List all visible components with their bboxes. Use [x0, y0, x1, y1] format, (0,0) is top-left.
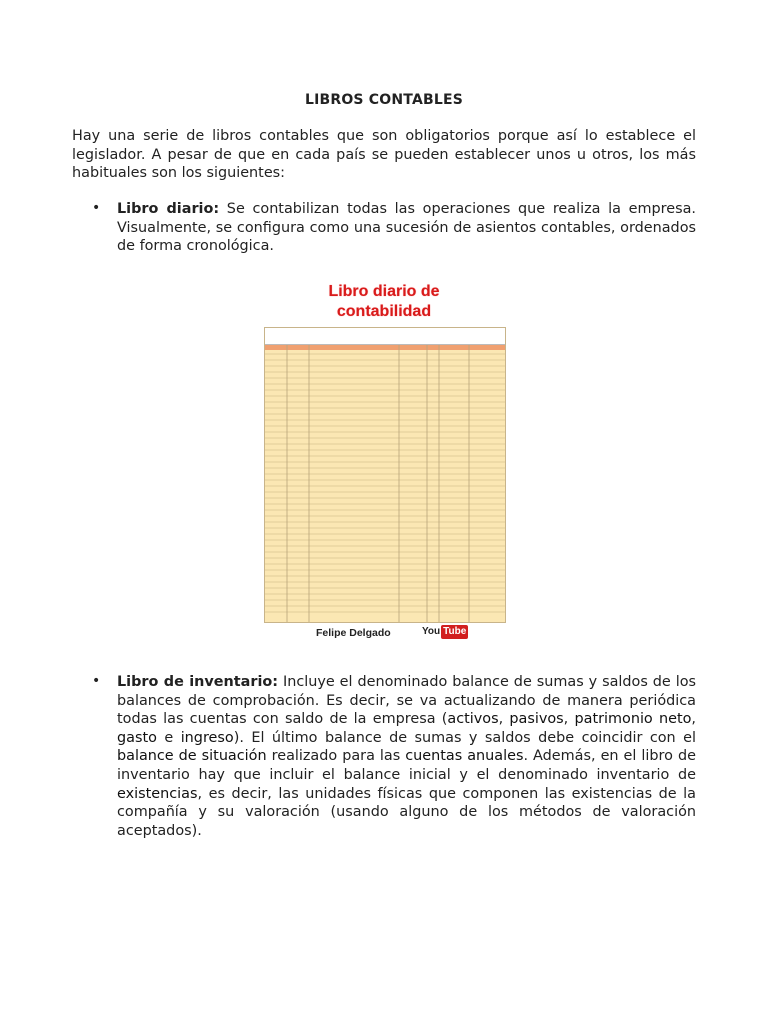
- youtube-logo-you: You: [422, 626, 441, 637]
- figure-title-line1: Libro diario de: [328, 283, 440, 300]
- youtube-logo-tube: Tube: [443, 626, 467, 637]
- page-title: LIBROS CONTABLES: [304, 92, 464, 108]
- figure-author: Felipe Delgado: [316, 627, 391, 639]
- link-balance-de-situacion[interactable]: balance de situación: [117, 748, 267, 765]
- list-item-libro-diario: [117, 200, 696, 256]
- link-patrimonio-neto[interactable]: patrimonio neto: [574, 711, 692, 728]
- description-libro-diario: Se contabilizan todas las operaciones que realiza la empresa. Visualmente, se configura como una sucesión de asientos contables, ordenados de forma cronológica.: [117, 201, 697, 255]
- libro-diario-image: [262, 280, 506, 644]
- list-item-libro-inventario: Libro de inventario: Incluye el denominado balance de sumas y saldos de los balances de comprobación. Es decir, se va actualizando de manera periódica todas las cuentas con saldo de la empresa (activos, pasivos, patrimonio neto, gasto e ingreso). El último balance de sumas y saldos debe coincidir con el balance de situación realizado para las cuentas anuales. Además, en el libro de inventario hay que incluir el balance inicial y el denominado inventario de existencias, es decir, las unidades físicas que componen las existencias de la compañía y su valoración (usando alguno de los métodos de valoración aceptados).: [117, 674, 696, 839]
- intro-paragraph: Hay una serie de libros contables que son obligatorios porque así lo establece el legislador. A pesar de que en cada país se pueden establecer unos u otros, los más habituales son los siguientes:: [72, 128, 696, 182]
- bullet-marker: •: [92, 673, 101, 689]
- figure-title-line2: contabilidad: [336, 303, 432, 320]
- link-gasto[interactable]: gasto: [117, 729, 157, 746]
- term-libro-diario: Libro diario:: [117, 201, 220, 217]
- ledger-grid: [265, 328, 505, 622]
- link-existencias[interactable]: existencias: [117, 785, 198, 802]
- term-libro-inventario: Libro de inventario:: [117, 674, 279, 690]
- link-pasivos[interactable]: pasivos: [509, 711, 564, 728]
- ledger-sheet: [264, 327, 506, 623]
- link-ingreso[interactable]: ingreso: [180, 729, 234, 746]
- bullet-marker: •: [92, 200, 101, 216]
- link-activos[interactable]: activos: [447, 711, 499, 728]
- link-cuentas-anuales[interactable]: cuentas anuales: [405, 748, 524, 765]
- youtube-logo: [422, 625, 468, 639]
